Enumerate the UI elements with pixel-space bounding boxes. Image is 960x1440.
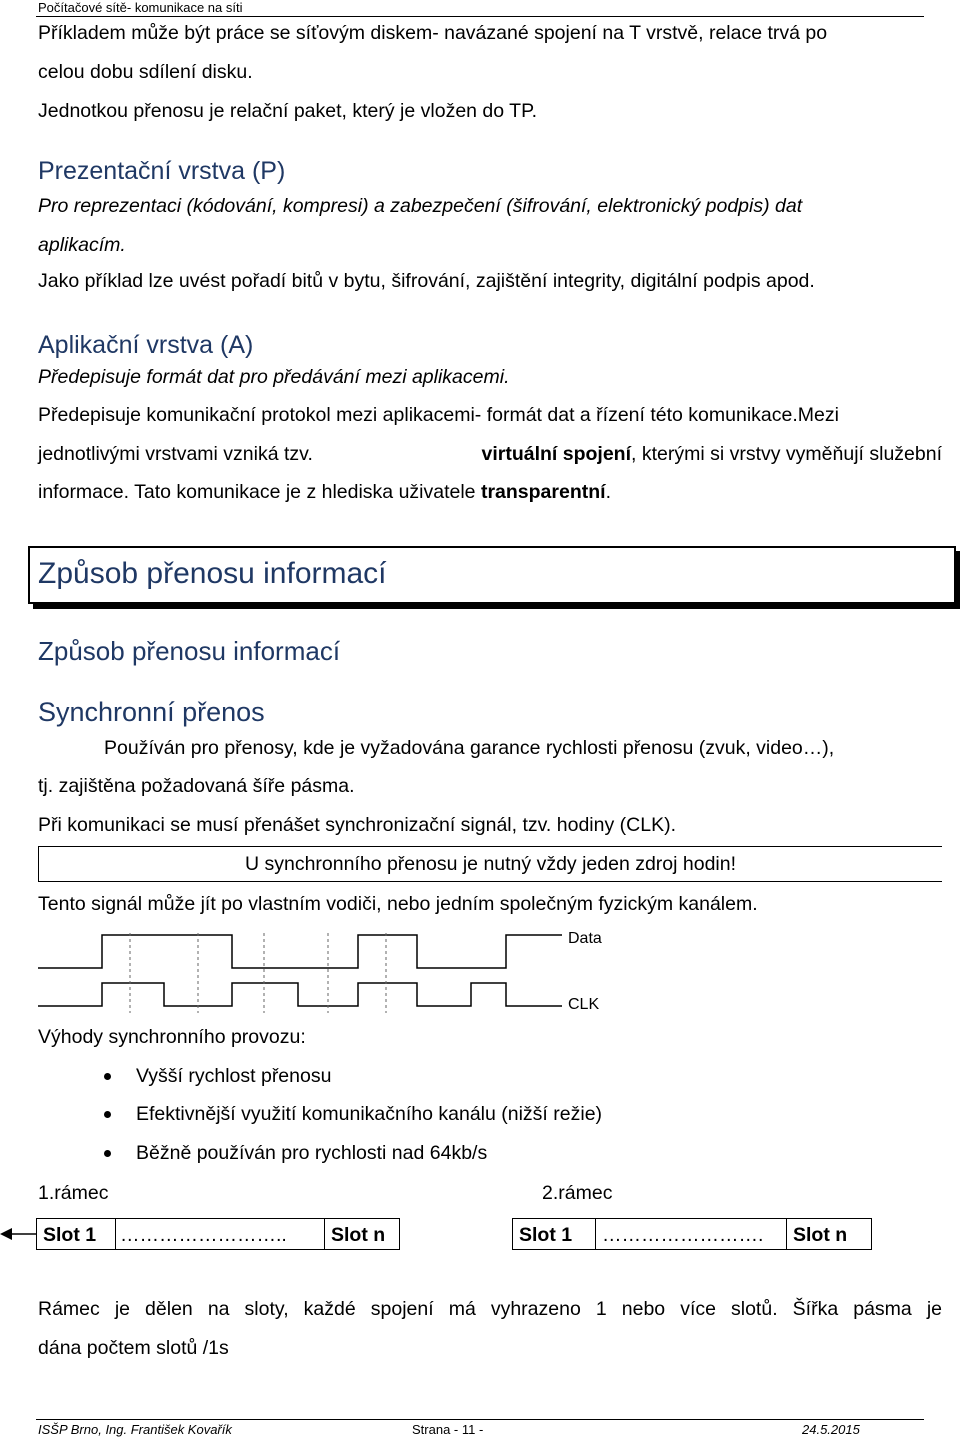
presentation-line-1: Pro reprezentaci (kódování, kompresi) a zabezpečení (šifrování, elektronický podpis) dat	[38, 195, 803, 217]
intro-line-1: Příkladem může být práce se síťovým diskem- navázané spojení na T vrstvě, relace trvá po	[38, 22, 828, 44]
section-box	[28, 546, 956, 604]
bullet-dot	[104, 1073, 111, 1080]
bullet-dot	[104, 1111, 111, 1118]
synchronous-heading: Synchronní přenos	[38, 697, 265, 727]
section-heading: Způsob přenosu informací	[38, 636, 341, 666]
frame-2-slot-1: Slot 1	[512, 1218, 596, 1250]
advantage-item-2: Efektivnější využití komunikačního kanálu (nižší režie)	[136, 1103, 603, 1125]
presentation-line-2: aplikacím.	[38, 234, 126, 256]
section-line-3: Při komunikaci se musí přenášet synchronizační signál, tzv. hodiny (CLK).	[38, 814, 676, 836]
intro-line-2: celou dobu sdílení disku.	[38, 61, 253, 83]
timing-diagram	[0, 925, 620, 1015]
footer-rule	[36, 1419, 924, 1420]
section-box-title: Způsob přenosu informací	[38, 557, 387, 590]
section-line-4: Tento signál může jít po vlastním vodiči, nebo jedním společným fyzickým kanálem.	[38, 893, 758, 915]
closing-line-2: dána počtem slotů /1s	[38, 1337, 229, 1359]
frame-2-slot-dots: …………………….	[596, 1218, 786, 1250]
advantage-item-1: Vyšší rychlost přenosu	[136, 1065, 332, 1087]
frame-1-slot-1: Slot 1	[36, 1218, 116, 1250]
data-waveform	[38, 935, 562, 968]
frame-2-label: 2.rámec	[542, 1182, 613, 1204]
application-line-2: Předepisuje komunikační protokol mezi aplikacemi- formát dat a řízení této komunikace.Mezi	[38, 404, 839, 426]
footer-page: Strana - 11 -	[412, 1422, 484, 1437]
data-label: Data	[568, 930, 602, 947]
clk-label: CLK	[568, 996, 600, 1013]
application-line-4	[38, 481, 611, 504]
presentation-heading: Prezentační vrstva (P)	[38, 157, 286, 185]
virtual-connection-term: virtuální spojení	[481, 443, 631, 465]
frame-1-slot-dots: ……………………..	[116, 1218, 324, 1250]
footer-date: 24.5.2015	[802, 1422, 860, 1437]
section-line-1: Používán pro přenosy, kde je vyžadována garance rychlosti přenosu (zvuk, video…),	[104, 737, 835, 759]
clk-waveform	[38, 983, 562, 1006]
frame-2-slot-n: Slot n	[786, 1218, 872, 1250]
application-line-3a: jednotlivými vrstvami vzniká tzv.	[38, 443, 313, 465]
presentation-line-3: Jako příklad lze uvést pořadí bitů v bytu, šifrování, zajištění integrity, digitální podpis apod.	[38, 270, 815, 292]
footer-author: ISŠP Brno, Ing. František Kovařík	[38, 1422, 232, 1437]
frame-1-label: 1.rámec	[38, 1182, 109, 1204]
section-line-2: tj. zajištěna požadovaná šíře pásma.	[38, 775, 355, 797]
application-line-4a: informace. Tato komunikace je z hlediska uživatele	[38, 481, 476, 503]
application-line-3	[38, 443, 942, 466]
closing-line-1: Rámec je dělen na sloty, každé spojení má vyhrazeno 1 nebo více slotů. Šířka pásma je	[38, 1298, 942, 1320]
application-line-3c: , kterými si vrstvy vyměňují služební	[631, 443, 942, 465]
advantages-title: Výhody synchronního provozu:	[38, 1026, 306, 1048]
application-heading: Aplikační vrstva (A)	[38, 331, 254, 359]
note-text: U synchronního přenosu je nutný vždy jeden zdroj hodin!	[244, 853, 737, 875]
transparent-term: transparentní	[480, 481, 606, 503]
note-box	[38, 846, 942, 882]
time-arrow	[0, 1226, 40, 1242]
frame-1-slot-n: Slot n	[324, 1218, 400, 1250]
page-header: Počítačové sítě- komunikace na síti	[38, 0, 243, 15]
header-rule	[36, 16, 924, 17]
application-line-4c: .	[605, 481, 611, 503]
bullet-dot	[104, 1150, 111, 1157]
intro-line-3: Jednotkou přenosu je relační paket, který je vložen do TP.	[38, 100, 538, 122]
advantage-item-3: Běžně používán pro rychlosti nad 64kb/s	[136, 1142, 488, 1164]
application-line-1: Předepisuje formát dat pro předávání mezi aplikacemi.	[38, 366, 510, 388]
